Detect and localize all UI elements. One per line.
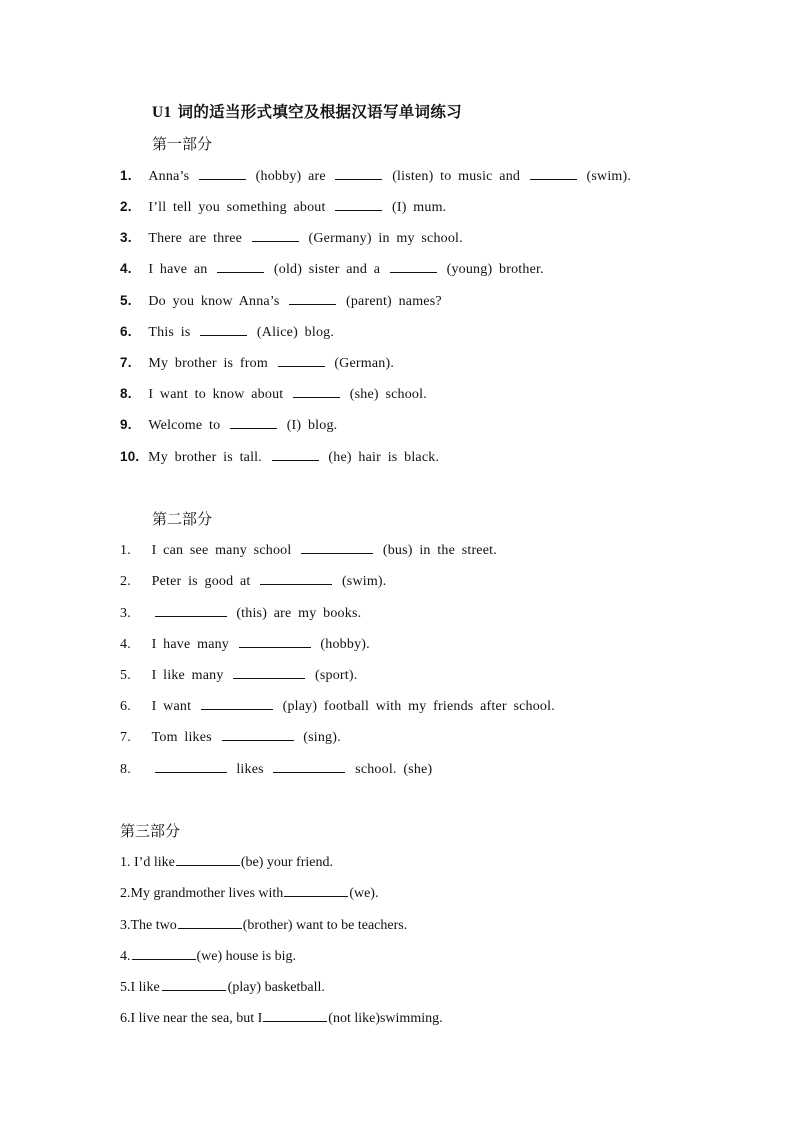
answer-blank[interactable] (289, 291, 336, 305)
answer-blank[interactable] (335, 166, 382, 180)
answer-blank[interactable] (272, 447, 319, 461)
part3-heading: 第三部分 (120, 822, 181, 840)
part3-item-1: 1. I’d like (be) your friend. (120, 852, 333, 872)
part1-item-3: 3. There are three (Germany) in my school. (120, 230, 463, 246)
part2-item-5: 5. I like many (sport). (120, 665, 357, 685)
part2-item-6: 6. I want (play) football with my friends after school. (120, 696, 555, 716)
answer-blank[interactable] (335, 197, 382, 211)
part1-item-7: 7. My brother is from (German). (120, 355, 395, 371)
answer-blank[interactable] (252, 228, 299, 242)
answer-blank[interactable] (263, 1008, 327, 1022)
answer-blank[interactable] (233, 665, 305, 679)
answer-blank[interactable] (278, 353, 325, 367)
page-title (152, 100, 462, 122)
answer-blank[interactable] (230, 415, 277, 429)
answer-blank[interactable] (199, 166, 246, 180)
part1-item-9: 9. Welcome to (I) blog. (120, 417, 338, 433)
part1-item-6: 6. This is (Alice) blog. (120, 324, 335, 340)
answer-blank[interactable] (284, 883, 348, 897)
answer-blank[interactable] (301, 540, 373, 554)
part1-item-10: 10. My brother is tall. (he) hair is black. (120, 449, 440, 465)
part2-item-2: 2. Peter is good at (swim). (120, 571, 387, 591)
answer-blank[interactable] (176, 852, 240, 866)
part3-item-2: 2.My grandmother lives with (we). (120, 883, 378, 903)
part2-item-8: 8. likes school. (she) (120, 759, 432, 779)
part2-item-1: 1. I can see many school (bus) in the street. (120, 540, 497, 560)
answer-blank[interactable] (162, 977, 226, 991)
answer-blank[interactable] (222, 727, 294, 741)
part2-heading: 第二部分 (152, 510, 213, 528)
part2-item-4: 4. I have many (hobby). (120, 634, 370, 654)
part1-item-8: 8. I want to know about (she) school. (120, 386, 427, 402)
answer-blank[interactable] (260, 571, 332, 585)
part1-item-5: 5. Do you know Anna’s (parent) names? (120, 293, 442, 309)
answer-blank[interactable] (293, 384, 340, 398)
part1-item-4: 4. I have an (old) sister and a (young) brother. (120, 261, 544, 277)
answer-blank[interactable] (273, 759, 345, 773)
part3-item-5: 5.I like (play) basketball. (120, 977, 325, 997)
answer-blank[interactable] (530, 166, 577, 180)
answer-blank[interactable] (200, 322, 247, 336)
answer-blank[interactable] (239, 634, 311, 648)
answer-blank[interactable] (217, 259, 264, 273)
answer-blank[interactable] (390, 259, 437, 273)
part3-item-3: 3.The two (brother) want to be teachers. (120, 915, 407, 935)
answer-blank[interactable] (201, 696, 273, 710)
part1-heading: 第一部分 (152, 135, 213, 153)
answer-blank[interactable] (178, 915, 242, 929)
part2-item-3: 3. (this) are my books. (120, 603, 361, 623)
part1-item-2: 2. I’ll tell you something about (I) mum. (120, 199, 447, 215)
answer-blank[interactable] (155, 603, 227, 617)
part1-item-1: 1. Anna’s (hobby) are (listen) to music and (swim). (120, 168, 632, 184)
part2-item-7: 7. Tom likes (sing). (120, 727, 341, 747)
part3-item-4: 4. (we) house is big. (120, 946, 296, 966)
title-text: 词的适当形式填空及根据汉语写单词练习 (177, 103, 462, 121)
answer-blank[interactable] (132, 946, 196, 960)
part3-item-6: 6.I live near the sea, but I (not like)swimming. (120, 1008, 443, 1028)
answer-blank[interactable] (155, 759, 227, 773)
unit-code: U1 (152, 104, 172, 121)
